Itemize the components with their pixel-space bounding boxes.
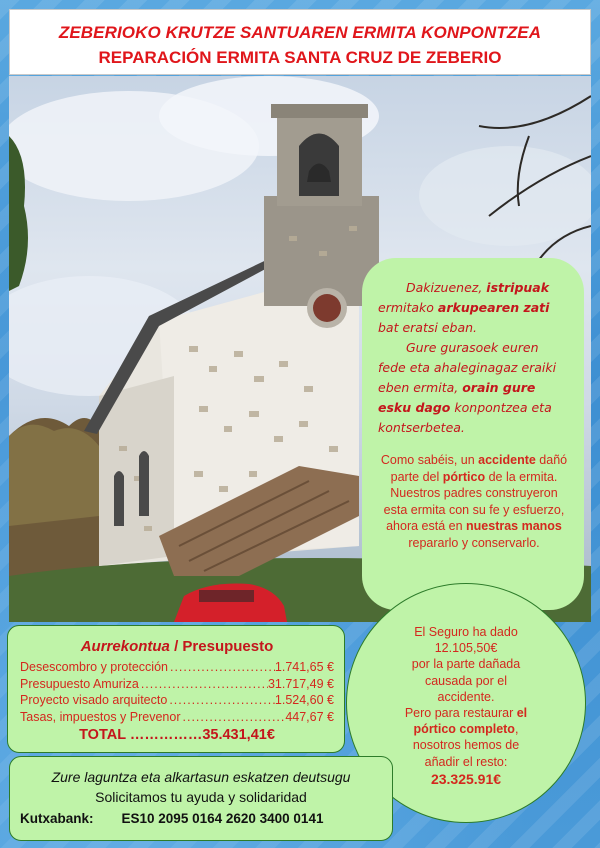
- insurance-circle: El Seguro ha dado 12.105,50€ por la parte dañada causada por el accidente. Pero para restaurar el pórtico completo, nosotros hemos de añadir el resto: 23.325.91€: [346, 583, 586, 823]
- title-basque: ZEBERIOKO KRUTZE SANTUAREN ERMITA KONPONTZEA: [58, 23, 542, 42]
- message-basque-paragraph-2: Gure gurasoek euren fede eta ahaleginagaz eraiki eben ermita, orain gure esku dago konpontzea eta kontserbetea.: [378, 340, 557, 435]
- message-spanish-paragraph-2: Nuestros padres construyeron esta ermita con su fe y esfuerzo, ahora está en nuestras manos repararlo y conservarlo.: [383, 486, 565, 550]
- remaining-amount: 23.325.91€: [430, 770, 502, 787]
- message-spanish: [378, 452, 570, 552]
- bank-label: Kutxabank:: [20, 811, 94, 826]
- budget-row: Desescombro y protección ..... 1.741,65 €: [20, 659, 334, 676]
- budget-title: Aurrekontua / Presupuesto: [80, 638, 274, 655]
- help-basque: Zure laguntza eta alkartasun eskatzen deutsugu: [51, 769, 351, 785]
- iban: ES10 2095 0164 2620 3400 0141: [121, 811, 324, 826]
- budget-total: TOTAL ……………35.431,41€: [79, 727, 275, 744]
- message-spanish-paragraph-1: Como sabéis, un accidente dañó parte del pórtico de la ermita.: [380, 453, 568, 484]
- message-basque: [378, 278, 570, 438]
- header: [9, 9, 591, 75]
- budget-row: Tasas, impuestos y Prevenor ..... 447,67 €: [20, 709, 334, 726]
- message-basque-paragraph-1: Dakizuenez, istripuak ermitako arkupearen zati bat eratsi eban.: [378, 280, 550, 335]
- donation-box: [9, 756, 393, 841]
- budget-row: Presupuesto Amuriza ..... 31.717,49 €: [20, 676, 334, 693]
- budget-row: Proyecto visado arquitecto ..... 1.524,60 €: [20, 692, 334, 709]
- bank-account: [10, 811, 392, 826]
- title-spanish: REPARACIÓN ERMITA SANTA CRUZ DE ZEBERIO: [98, 48, 502, 67]
- message-card: [362, 258, 584, 610]
- help-spanish: Solicitamos tu ayuda y solidaridad: [95, 789, 307, 805]
- budget-box: [7, 625, 345, 753]
